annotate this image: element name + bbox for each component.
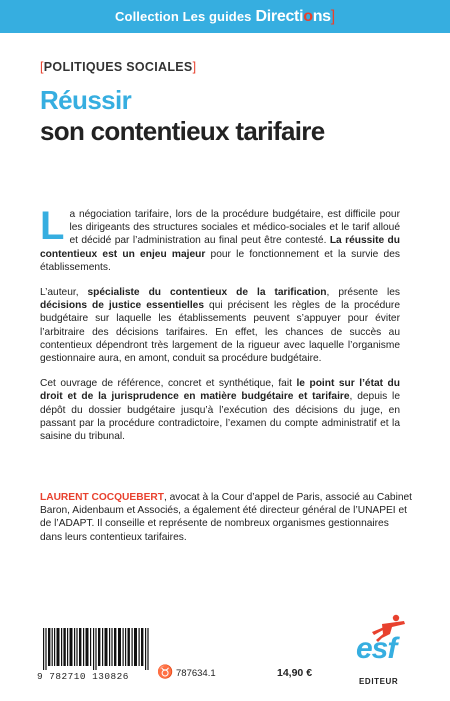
paragraph-3 (40, 377, 400, 443)
category-open-bracket: [ (40, 60, 44, 74)
category-close-bracket: ] (192, 60, 197, 74)
collection-banner (0, 0, 450, 33)
brand-bracket: ] (330, 7, 335, 25)
p2-text-bold-1: spécialiste du contentieux de la tarification (87, 287, 327, 299)
brand-end: ns (312, 7, 331, 25)
publisher-logo: esf (356, 632, 397, 665)
author-description: , avocat à la Cour d’appel de Paris, associé au Cabinet Baron, Aidenbaum et Associés, a également été directeur général de l’UNAPEI et de l’ADAPT. Il conseille et représente de nombreux organismes gestionnaires dans leurs contentieux tarifaires. (40, 492, 412, 543)
brand-main: Directi (255, 7, 304, 25)
p3-text-c: , depuis le dépôt du dossier budgétaire jusqu’à l’exécution des décisions du juge, en passant par la procédure contradictoire, l’examen du compte administratif et la saisine du tribunal. (40, 391, 400, 443)
p1-text-a: a négociation tarifaire, lors de la procédure budgétaire, est difficile pour les dirigeants des structures sociales et médico-sociales et le tarif alloué et décidé par l’administration au final peut être contesté. (69, 209, 400, 247)
drop-cap: L (40, 204, 65, 248)
p1-text-c: pour le fonctionnement et la survie des établissements. (40, 248, 400, 273)
price: 14,90 € (277, 667, 313, 679)
publisher-label: EDITEUR (359, 677, 399, 686)
brand-logo (256, 8, 335, 26)
author-name: LAURENT COCQUEBERT (40, 492, 164, 503)
title-line-2: son contentieux tarifaire (40, 116, 325, 146)
barcode (37, 628, 157, 682)
p2-text-e: qui précisent les règles de la procédure budgétaire sur laquelle les établissements peuvent s’appuyer pour éviter l’arbitraire des décisions tarifaires. En effet, les chances de succès au contentieux dépendront très largement de la rigueur avec laquelle l’organisme gestionnaire aura, en amont, conduit sa procédure budgétaire. (40, 300, 400, 365)
paragraph-1 (40, 204, 401, 274)
p1-text-bold: La réussite du contentieux est un enjeu majeur (40, 235, 401, 260)
category-text: POLITIQUES SOCIALES (43, 60, 193, 74)
brand-accent: o (303, 7, 313, 25)
sheep-icon: ♉ (157, 664, 174, 679)
author-bio (40, 491, 412, 544)
title-line-1: Réussir (40, 85, 132, 115)
p2-text-a: L’auteur, (40, 287, 88, 299)
paragraph-2 (40, 286, 400, 365)
p3-text-a: Cet ouvrage de référence, concret et synthétique, fait (40, 378, 297, 390)
p2-text-c: , présente les (326, 287, 400, 299)
barcode-icon (37, 628, 155, 670)
barcode-digits: 9 782710 130826 (37, 671, 129, 682)
collection-label: Collection Les guides (115, 9, 252, 24)
reference-number: 787634.1 (176, 668, 216, 679)
description (40, 204, 401, 455)
p3-text-bold: le point sur l’état du droit et de la jurisprudence en matière budgétaire et tarifaire (40, 378, 400, 403)
category-label (40, 60, 196, 74)
p2-text-bold-2: décisions de justice essentielles (40, 300, 204, 312)
